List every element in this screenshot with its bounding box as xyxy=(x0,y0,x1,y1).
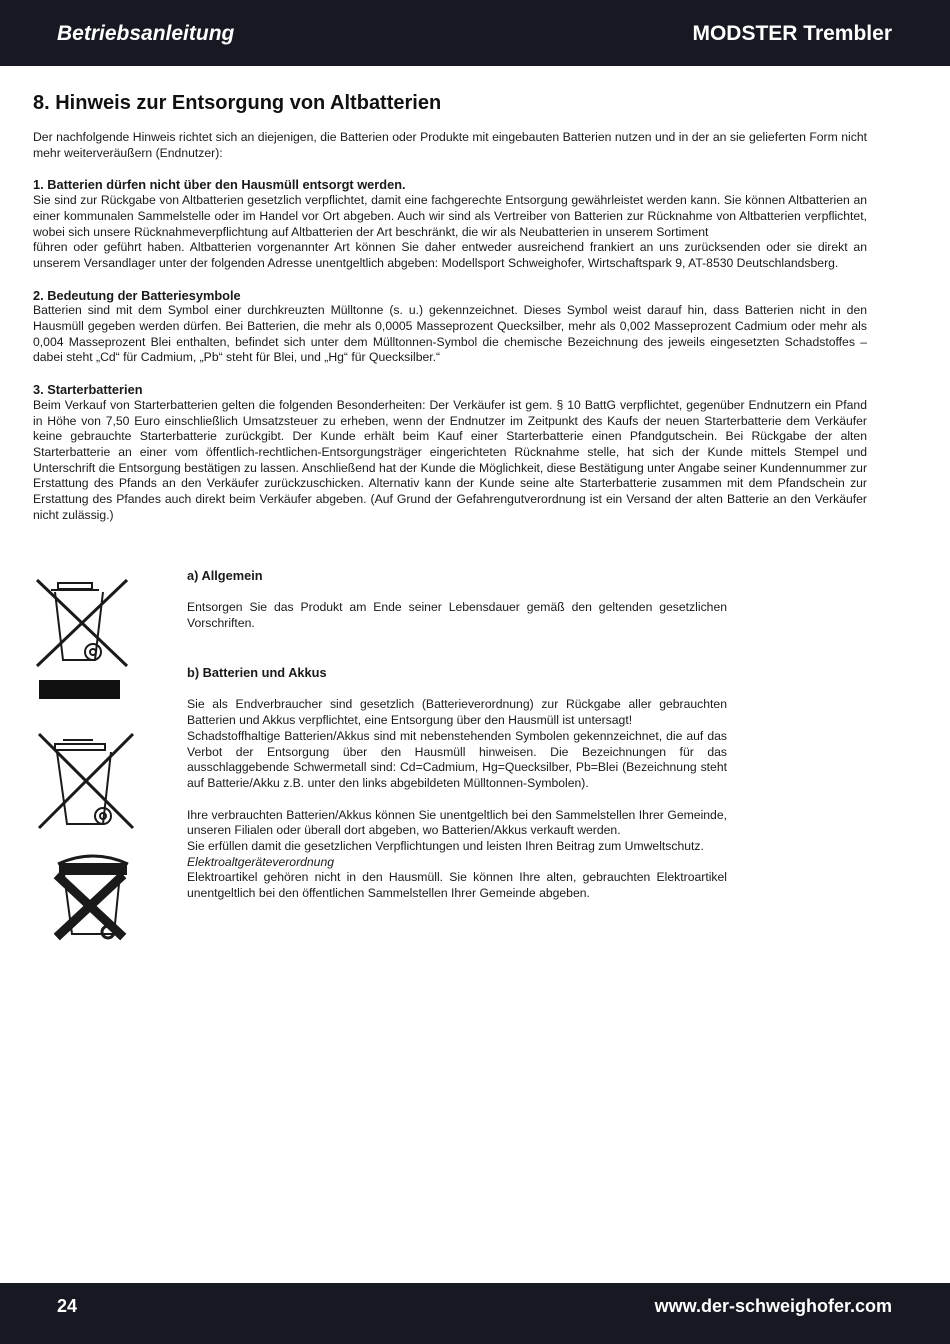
header-bar xyxy=(0,0,950,66)
footer-bar xyxy=(0,1283,950,1344)
batteries-paragraph-3: Ihre verbrauchten Batterien/Akkus können Sie unentgeltlich bei den Sammelstellen Ihrer Gemeinde, unseren Filialen oder überall dort abgeben, wo Batterien/Akkus verkauft werden. xyxy=(187,807,727,838)
section-3-heading: 3. Starterbatterien xyxy=(33,382,143,398)
crossed-bin-icon xyxy=(48,846,138,946)
batteries-heading: b) Batterien und Akkus xyxy=(187,665,327,681)
disposal-section xyxy=(33,568,867,968)
crossed-bin-icon xyxy=(33,728,143,833)
bar-marker-icon xyxy=(39,680,120,699)
general-heading: a) Allgemein xyxy=(187,568,263,583)
section-1-heading: 1. Batterien dürfen nicht über den Hausmüll entsorgt werden. xyxy=(33,177,406,193)
header-product-name: MODSTER Trembler xyxy=(692,22,892,45)
intro-paragraph: Der nachfolgende Hinweis richtet sich an diejenigen, die Batterien oder Produkte mit eingebauten Batterien nutzen und in der an sie gelieferten Form nicht mehr weiterveräußern (Endnutzer): xyxy=(33,130,867,160)
batteries-paragraph-4: Sie erfüllen damit die gesetzlichen Verpflichtungen und leisten Ihren Beitrag zum Umweltschutz. xyxy=(187,839,704,854)
main-content xyxy=(33,90,867,523)
batteries-paragraph-1: Sie als Endverbraucher sind gesetzlich (Batterieverordnung) zur Rückgabe aller gebrauchten Batterien und Akkus verpflichtet, eine Entsorgung über den Hausmüll ist untersagt! xyxy=(187,697,727,728)
page-title: 8. Hinweis zur Entsorgung von Altbatterien xyxy=(33,92,442,114)
footer-url: www.der-schweighofer.com xyxy=(654,1296,892,1316)
section-2-heading: 2. Bedeutung der Batteriesymbole xyxy=(33,287,241,303)
crossed-bin-icon xyxy=(33,576,133,668)
header-left-title: Betriebsanleitung xyxy=(57,22,235,45)
batteries-paragraph-6: Elektroartikel gehören nicht in den Hausmüll. Sie können Ihre alten, gebrauchten Elektroartikel unentgeltlich bei den öffentlichen Sammelstellen Ihrer Gemeinde abgeben. xyxy=(187,870,727,901)
section-2-paragraph: Batterien sind mit dem Symbol einer durchkreuzten Mülltonne (s. u.) gekennzeichnet. Dieses Symbol weist darauf hin, dass Batterien nicht in den Hausmüll gegeben werden dürfen. Bei Batterien, die mehr als 0,0005 Masseprozent Quecksilber, mehr als 0,002 Masseprozent Cadmium oder mehr als 0,004 Masseprozent Blei enthalten, befindet sich unter dem Mülltonnen-Symbol die chemische Bezeichnung des jeweils eingesetzten Schadstoffes – dabei steht „Cd“ für Cadmium, „Pb“ steht für Blei, und „Hg“ für Quecksilber.“ xyxy=(33,303,867,365)
section-1-paragraph-1: Sie sind zur Rückgabe von Altbatterien gesetzlich verpflichtet, damit eine fachgerechte Entsorgung gewährleistet werden kann. Sie können Altbatterien an einer kommunalen Sammelstelle oder im Handel vor Ort abgeben. Auch wir sind als Vertreiber von Batterien zur Rücknahme von Altbatterien verpflichtet, wobei sich unsere Rücknahmeverpflichtung auf Altbatterien der Art beschränkt, die wir als Neubatterien in unserem Sortiment xyxy=(33,193,867,239)
section-3-paragraph: Beim Verkauf von Starterbatterien gelten die folgenden Besonderheiten: Der Verkäufer ist gem. § 10 BattG verpflichtet, gegenüber Endnutzern ein Pfand in Höhe von 7,50 Euro einschließlich Umsatzsteuer zu erheben, wenn der Endnutzer im Zeitpunkt des Kaufs der neuen Starterbatterie dem Verkäufer keine gebrauchte Starterbatterie zurückgibt. Der Kunde erhält beim Kauf einer Starterbatterie einen Pfandgutschein. Bei Rückgabe der alten Starterbatterie an einer vom öffentlich-rechtlichen-Entsorgungsträger eingerichteten Rücknahme stelle, hat sich der Kunde mittels Stempel und Unterschrift die Entsorgung bestätigen zu lassen. Anschließend hat der Kunde die Möglichkeit, diese Bestätigung unter Angabe seiner Kundennummer zur Erstattung des Pfands an den Verkäufer zurückzuschicken. Alternativ kann der Kunde seine alte Starterbatterie zusammen mit dem Pfandschein zur Erstattung des Pfandes auch direkt beim Verkäufer abgeben. (Auf Grund der Gefahrengutverordnung ist ein Versand der alten Batterie an den Verkäufer nicht zulässig.) xyxy=(33,397,867,522)
page-number: 24 xyxy=(57,1296,78,1316)
disposal-text xyxy=(187,568,727,902)
section-1-paragraph-2: führen oder geführt haben. Altbatterien vorgenannter Art können Sie daher entweder ausreichend frankiert an uns zurücksenden oder sie direkt an unserem Versandlager unter der folgenden Adresse unentgeltlich abgeben: Modellsport Schweighofer, Wirtschaftspark 9, AT-8530 Deutschlandsberg. xyxy=(33,240,867,270)
general-paragraph: Entsorgen Sie das Produkt am Ende seiner Lebensdauer gemäß den geltenden gesetzlichen Vorschriften. xyxy=(187,600,727,630)
weee-subheading: Elektroaltgeräteverordnung xyxy=(187,854,335,869)
batteries-paragraph-2: Schadstoffhaltige Batterien/Akkus sind mit nebenstehenden Symbolen gekennzeichnet, die auf das Verbot der Entsorgung über den Hausmüll hinweisen. Die Bezeichnungen für das ausschlaggebende Schwermetall sind: Cd=Cadmium, Hg=Quecksilber, Pb=Blei (Bezeichnung steht auf Batterie/Akku z.B. unter den links abgebildeten Mülltonnen-Symbolen). xyxy=(187,728,727,790)
